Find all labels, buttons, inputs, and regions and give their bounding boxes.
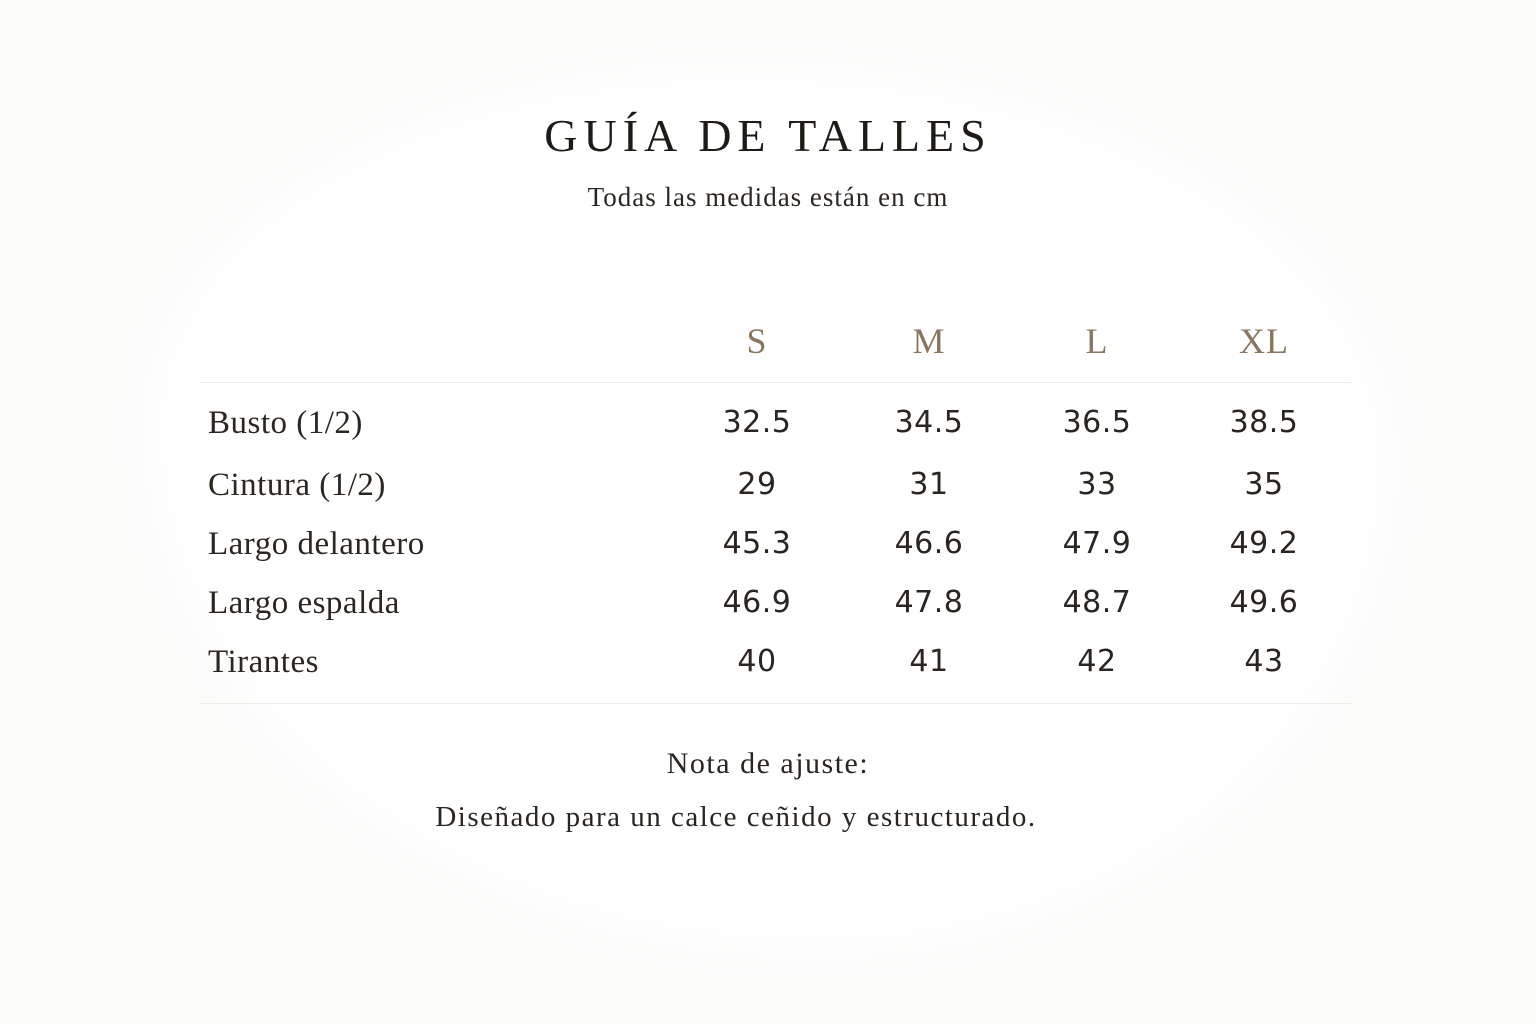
table-row-largo-delantero [200,522,1352,566]
table-cell: 42 [1077,644,1117,679]
table-cell: 48.7 [1062,585,1132,620]
page-title: GUÍA DE TALLES [544,110,992,161]
table-cell: 32.5 [722,405,792,440]
table-cell: 43 [1244,644,1284,679]
table-cell: 36.5 [1062,405,1132,440]
row-label: Largo espalda [208,585,400,621]
table-cell: 34.5 [894,405,964,440]
row-label: Busto (1/2) [208,405,363,441]
page-subtitle: Todas las medidas están en cm [587,182,949,212]
table-cell: 29 [737,467,777,502]
size-header-xl: XL [1239,321,1289,361]
table-cell: 49.2 [1229,526,1299,561]
table-row-busto [200,401,1352,445]
table-cell: 40 [737,644,777,679]
row-label: Cintura (1/2) [208,467,386,503]
table-cell: 47.8 [894,585,964,620]
table-cell: 46.6 [894,526,964,561]
size-header-m: M [912,321,946,361]
size-header-l: L [1085,321,1109,361]
table-row-cintura [200,463,1352,507]
size-table [200,318,1352,704]
table-cell: 46.9 [722,585,792,620]
fit-note-heading: Nota de ajuste: [666,747,870,780]
table-cell: 38.5 [1229,405,1299,440]
row-label: Largo delantero [208,526,425,562]
table-cell: 41 [909,644,949,679]
table-header-row [200,318,1352,383]
table-row-largo-espalda [200,581,1352,625]
table-cell: 49.6 [1229,585,1299,620]
size-header-s: S [746,321,768,361]
table-cell: 31 [909,467,949,502]
row-label: Tirantes [208,644,319,680]
table-cell: 47.9 [1062,526,1132,561]
fit-note-text: Diseñado para un calce ceñido y estructurado. [435,801,1037,833]
table-body [200,383,1352,704]
table-cell: 45.3 [722,526,792,561]
table-cell: 35 [1244,467,1284,502]
table-row-tirantes [200,640,1352,684]
table-cell: 33 [1077,467,1117,502]
